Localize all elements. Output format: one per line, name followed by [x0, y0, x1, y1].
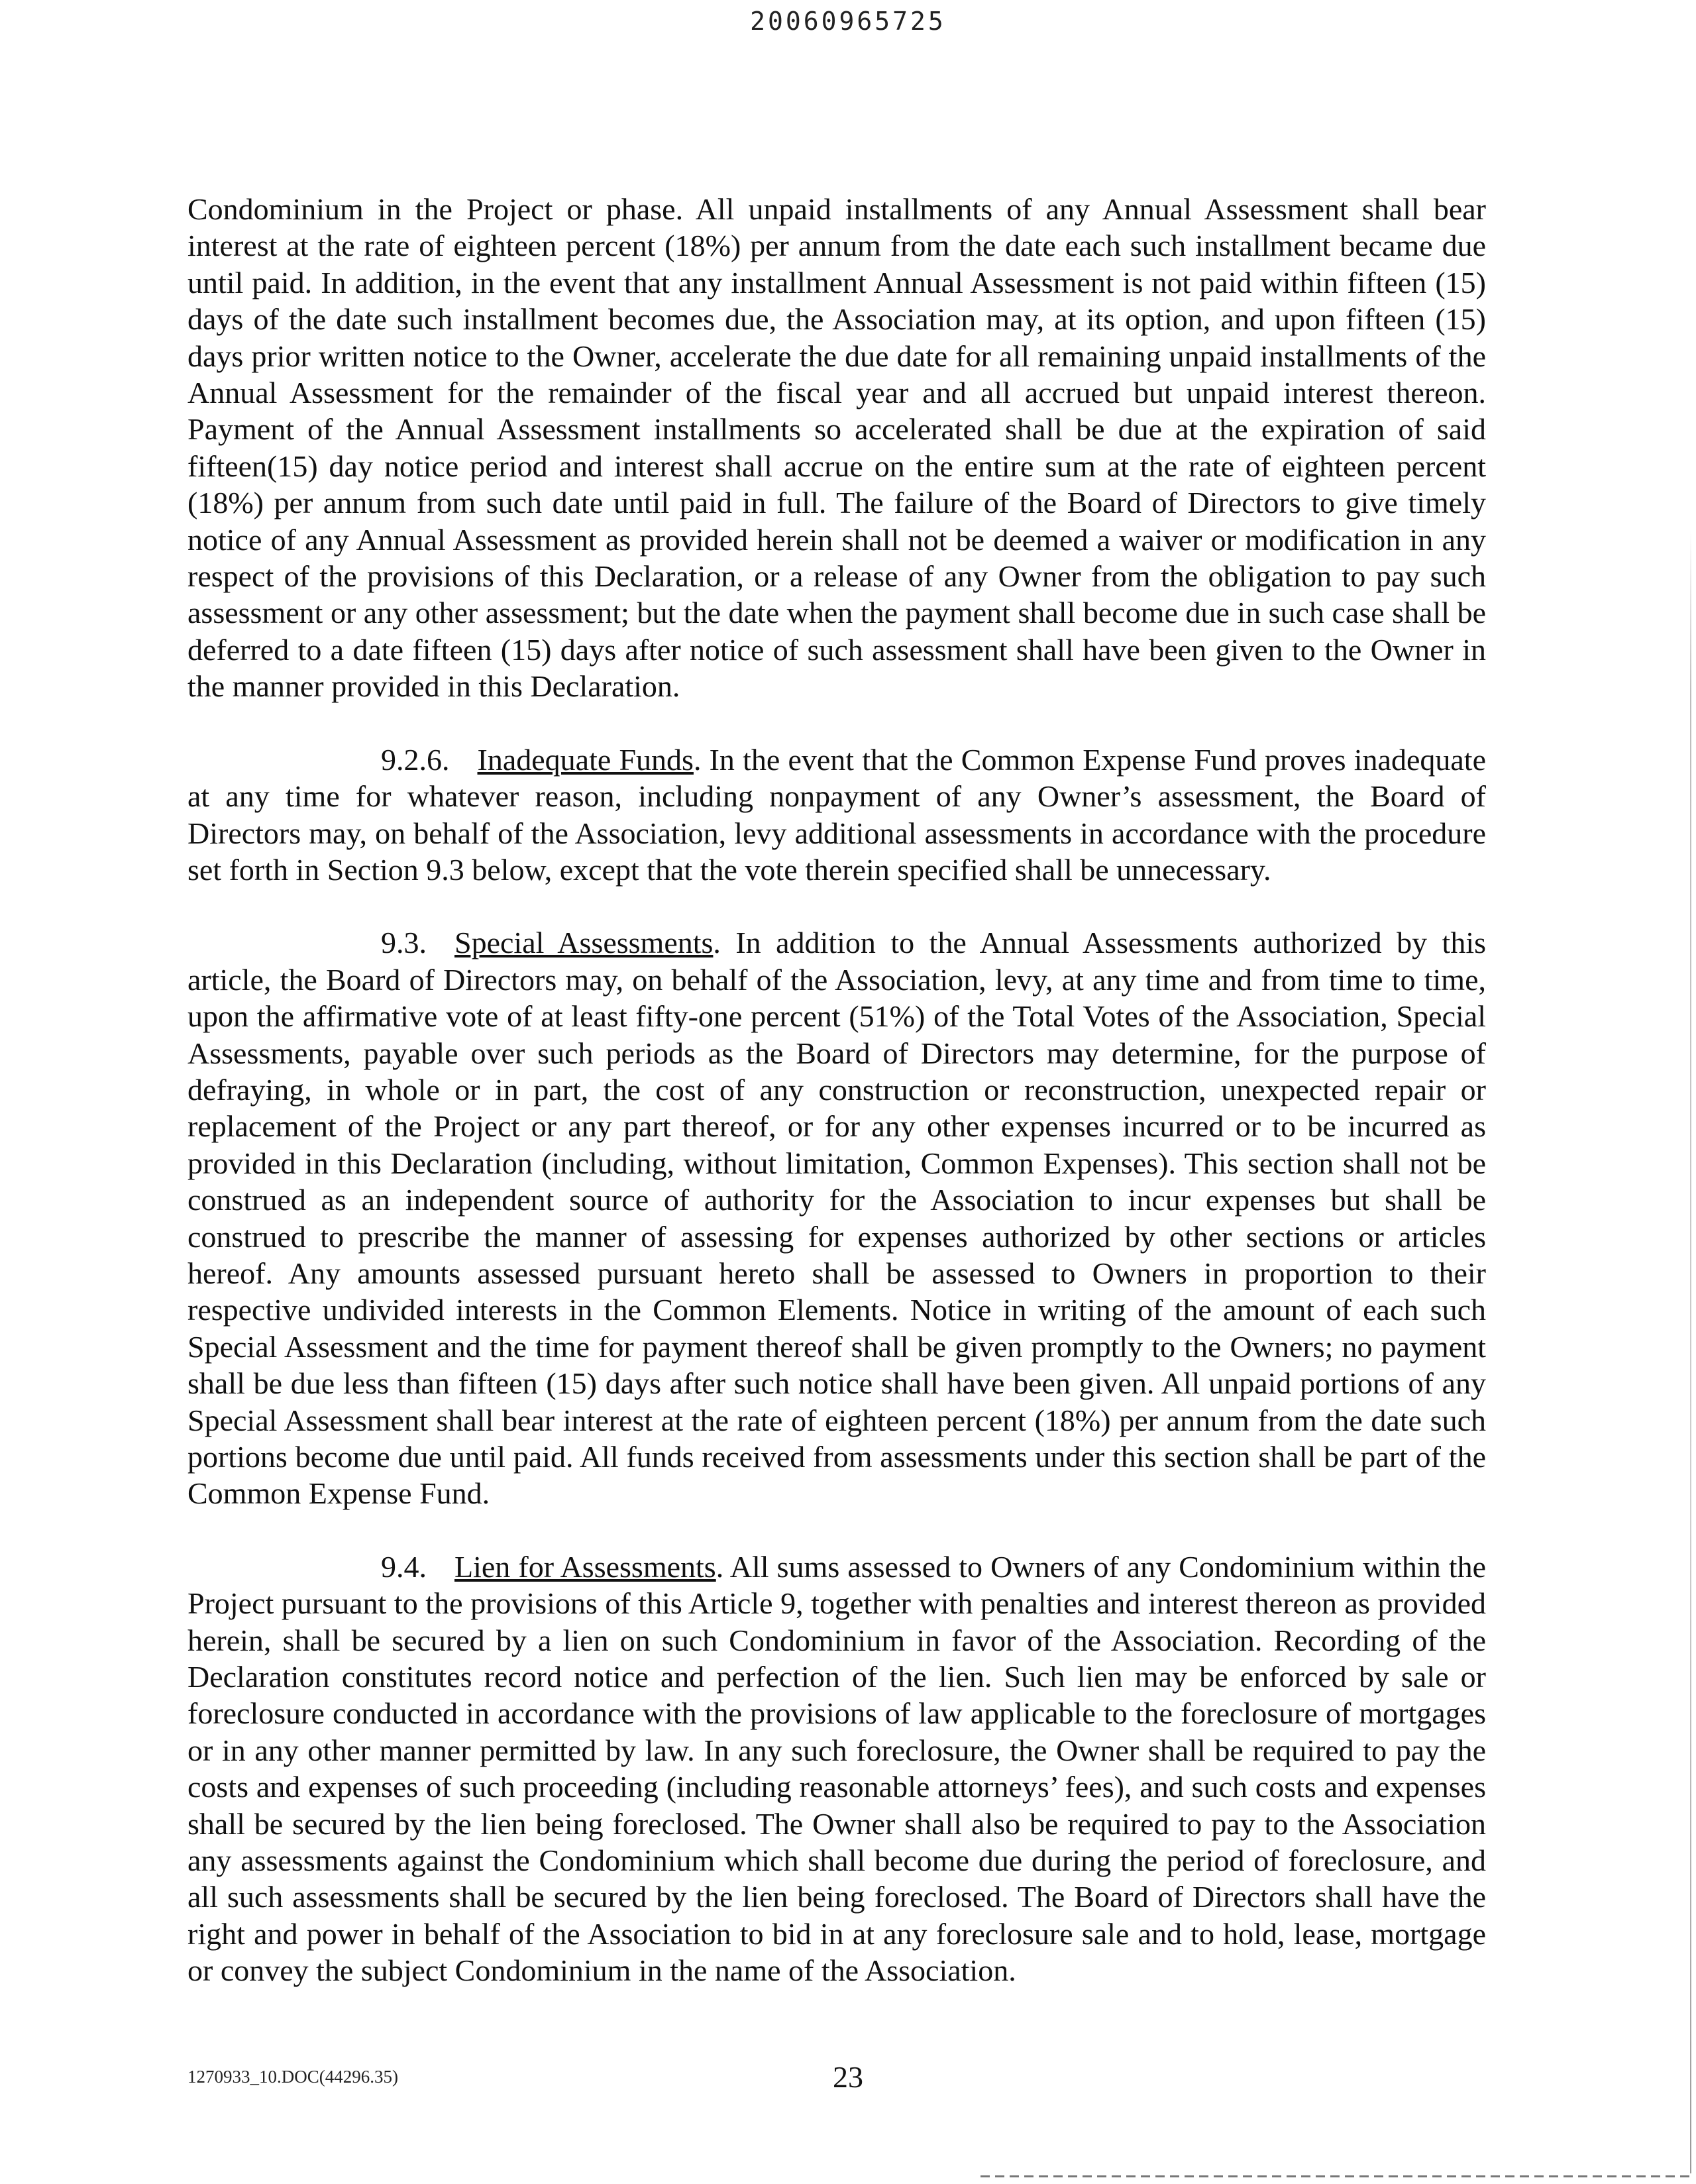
section-number: 9.3. — [381, 926, 427, 960]
section-number: 9.2.6. — [381, 742, 450, 777]
document-number: 20060965725 — [750, 7, 946, 36]
section-text: . In the event that the Common Expense Fund proves inadequate at any time for whatever reason, including nonpayment of any Owner’s assessment, the Board of Directors may, on behalf of the Association, levy additional assessments in accordance with the procedure set forth in Section 9.3 below, except that the vote therein specified shall be unnecessary. — [187, 742, 1486, 887]
section-number: 9.4. — [381, 1549, 427, 1584]
section-9-2-6 — [187, 741, 1486, 889]
section-heading: Inadequate Funds — [477, 742, 694, 777]
scan-edge-line — [1690, 530, 1691, 2173]
page-number: 23 — [833, 2060, 863, 2094]
section-9-3 — [187, 924, 1486, 1512]
paragraph-continuation: Condominium in the Project or phase. All unpaid installments of any Annual Assessment shall bear interest at the rate of eighteen percent (18%) per annum from the date each such installment became due until paid. In addition, in the event that any installment Annual Assessment is not paid within fifteen (15) days of the date such installment becomes due, the Association may, at its option, and upon fifteen (15) days prior written notice to the Owner, accelerate the due date for all remaining unpaid installments of the Annual Assessment for the remainder of the fiscal year and all accrued but unpaid interest thereon. Payment of the Annual Assessment installments so accelerated shall be due at the expiration of said fifteen(15) day notice period and interest shall accrue on the entire sum at the rate of eighteen percent (18%) per annum from such date until paid in full. The failure of the Board of Directors to give timely notice of any Annual Assessment as provided herein shall not be deemed a waiver or modification in any respect of the provisions of this Declaration, or a release of any Owner from the obligation to pay such assessment or any other assessment; but the date when the payment shall become due in such case shall be deferred to a date fifteen (15) days after notice of such assessment shall have been given to the Owner in the manner provided in this Declaration. — [187, 192, 1486, 704]
section-heading: Special Assessments — [454, 926, 714, 960]
section-heading: Lien for Assessments — [454, 1549, 716, 1584]
section-9-4 — [187, 1549, 1486, 1989]
section-text: . All sums assessed to Owners of any Condominium within the Project pursuant to the provisions of this Article 9, together with penalties and interest thereon as provided herein, shall be secured by a lien on such Condominium in favor of the Association. Recording of the Declaration constitutes record notice and perfection of the lien. Such lien may be enforced by sale or foreclosure conducted in accordance with the provisions of law applicable to the foreclosure of mortgages or in any other manner permitted by law. In any such foreclosure, the Owner shall be required to pay the costs and expenses of such proceeding (including reasonable attorneys’ fees), and such costs and expenses shall be secured by the lien being foreclosed. The Owner shall also be required to pay to the Association any assessments against the Condominium which shall become due during the period of foreclosure, and all such assessments shall be secured by the lien being foreclosed. The Board of Directors shall have the right and power in behalf of the Association to bid in at any foreclosure sale and to hold, lease, mortgage or convey the subject Condominium in the name of the Association. — [187, 1549, 1487, 1988]
document-body — [187, 191, 1486, 2026]
scan-edge-line — [980, 2175, 1689, 2177]
file-reference: 1270933_10.DOC(44296.35) — [187, 2067, 398, 2087]
section-text: . In addition to the Annual Assessments authorized by this article, the Board of Directors may, on behalf of the Association, levy, at any time and from time to time, upon the affirmative vote of at least fifty-one percent (51%) of the Total Votes of the Association, Special Assessments, payable over such periods as the Board of Directors may determine, for the purpose of defraying, in whole or in part, the cost of any construction or reconstruction, unexpected repair or replacement of the Project or any part thereof, or for any other expenses incurred or to be incurred as provided in this Declaration (including, without limitation, Common Expenses). This section shall not be construed as an independent source of authority for the Association to incur expenses but shall be construed to prescribe the manner of assessing for expenses authorized by other sections or articles hereof. Any amounts assessed pursuant hereto shall be assessed to Owners in proportion to their respective undivided interests in the Common Elements. Notice in writing of the amount of each such Special Assessment and the time for payment thereof shall be given promptly to the Owners; no payment shall be due less than fifteen (15) days after such notice shall have been given. All unpaid portions of any Special Assessment shall bear interest at the rate of eighteen percent (18%) per annum from the date such portions become due until paid. All funds received from assessments under this section shall be part of the Common Expense Fund. — [187, 926, 1486, 1511]
